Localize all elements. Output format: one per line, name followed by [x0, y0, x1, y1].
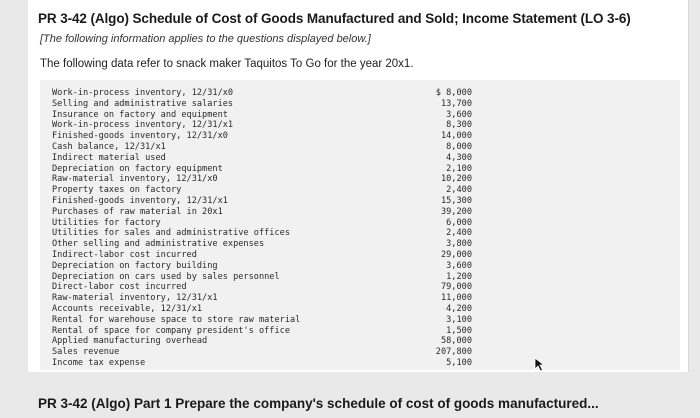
- data-row: [52, 358, 472, 369]
- mouse-cursor-icon: [534, 357, 548, 373]
- data-row-label: Other selling and administrative expenses: [52, 239, 265, 250]
- data-row-label: Utilities for factory: [52, 217, 161, 228]
- data-row: [52, 282, 472, 293]
- data-row: [52, 153, 472, 164]
- data-row: [52, 336, 472, 347]
- data-row: [52, 347, 472, 358]
- data-row: [52, 142, 472, 153]
- data-row-amount: 2,400: [446, 228, 472, 239]
- problem-title: PR 3-42 (Algo) Schedule of Cost of Goods Manufactured and Sold; Income Statement (LO 3-6): [38, 11, 631, 26]
- data-row-label: Indirect-labor cost incurred: [52, 249, 197, 260]
- data-row-label: Rental of space for company president's office: [52, 325, 290, 336]
- data-row-label: Cash balance, 12/31/x1: [52, 141, 166, 152]
- data-row-amount: $ 8,000: [435, 88, 472, 98]
- data-row-amount: 4,200: [446, 303, 472, 314]
- data-row-label: Property taxes on factory: [52, 185, 182, 196]
- data-row-amount: 14,000: [440, 131, 472, 142]
- data-row-amount: 2,400: [446, 185, 472, 196]
- data-row-amount: 3,100: [446, 314, 472, 325]
- data-row-label: Purchases of raw material in 20x1: [52, 206, 223, 217]
- data-row-label: Work-in-process inventory, 12/31/x1: [52, 120, 234, 131]
- data-row-label: Finished-goods inventory, 12/31/x0: [52, 131, 228, 142]
- data-row: [52, 196, 472, 207]
- data-row-label: Insurance on factory and equipment: [52, 109, 228, 120]
- data-row: [52, 120, 472, 131]
- data-row: [52, 164, 472, 175]
- data-row: [52, 239, 472, 250]
- data-row-amount: 39,200: [440, 206, 472, 217]
- data-row-amount: 58,000: [440, 336, 472, 347]
- data-row: [52, 293, 472, 304]
- data-row-amount: 1,200: [446, 271, 472, 282]
- data-row: [52, 88, 472, 99]
- data-row-amount: 6,000: [446, 217, 472, 228]
- data-row: [52, 228, 472, 239]
- data-row-amount: 3,600: [446, 109, 472, 120]
- data-row-amount: 3,800: [446, 239, 472, 250]
- data-row-amount: 8,300: [446, 120, 472, 131]
- data-row-amount: 13,700: [440, 98, 472, 109]
- data-row-amount: 207,800: [435, 347, 472, 358]
- data-row-amount: 1,500: [446, 325, 472, 336]
- data-row-label: Depreciation on cars used by sales personnel: [52, 271, 280, 282]
- data-row-label: Direct-labor cost incurred: [52, 282, 187, 293]
- data-row-label: Finished-goods inventory, 12/31/x1: [52, 195, 228, 206]
- data-row-label: Selling and administrative salaries: [52, 98, 234, 109]
- data-row-amount: 4,300: [446, 152, 472, 163]
- data-row: [52, 261, 472, 272]
- data-row: [52, 315, 472, 326]
- data-row-amount: 10,200: [440, 174, 472, 185]
- data-row-amount: 3,600: [446, 260, 472, 271]
- data-row-label: Utilities for sales and administrative offices: [52, 228, 290, 239]
- data-row-label: Applied manufacturing overhead: [52, 336, 208, 347]
- intro-text: The following data refer to snack maker Taquitos To Go for the year 20x1.: [40, 58, 414, 70]
- data-row: [52, 326, 472, 337]
- data-row-amount: 5,100: [446, 357, 472, 368]
- data-row-label: Work-in-process inventory, 12/31/x0: [52, 88, 234, 98]
- data-row-amount: 8,000: [446, 141, 472, 152]
- data-row: [52, 131, 472, 142]
- data-row-label: Depreciation on factory equipment: [52, 163, 223, 174]
- data-row-amount: 2,100: [446, 163, 472, 174]
- data-table: [52, 88, 472, 369]
- data-row-label: Accounts receivable, 12/31/x1: [52, 303, 203, 314]
- data-row: [52, 174, 472, 185]
- data-row: [52, 218, 472, 229]
- instruction-note: [The following information applies to the questions displayed below.]: [40, 33, 371, 45]
- data-row-amount: 29,000: [440, 249, 472, 260]
- data-row-amount: 79,000: [440, 282, 472, 293]
- data-row-label: Rental for warehouse space to store raw material: [52, 314, 301, 325]
- data-row: [52, 99, 472, 110]
- data-row-amount: 11,000: [440, 293, 472, 304]
- data-row-label: Raw-material inventory, 12/31/x1: [52, 293, 218, 304]
- data-row-label: Indirect material used: [52, 152, 166, 163]
- data-row: [52, 185, 472, 196]
- data-row: [52, 272, 472, 283]
- data-row-label: Depreciation on factory building: [52, 260, 218, 271]
- data-row-label: Raw-material inventory, 12/31/x0: [52, 174, 218, 185]
- data-row: [52, 110, 472, 121]
- data-row-label: Sales revenue: [52, 347, 120, 358]
- data-row-label: Income tax expense: [52, 357, 146, 368]
- data-row: [52, 250, 472, 261]
- data-row: [52, 207, 472, 218]
- data-row: [52, 304, 472, 315]
- part-heading: PR 3-42 (Algo) Part 1 Prepare the company's schedule of cost of goods manufactured...: [38, 396, 599, 411]
- data-row-amount: 15,300: [440, 195, 472, 206]
